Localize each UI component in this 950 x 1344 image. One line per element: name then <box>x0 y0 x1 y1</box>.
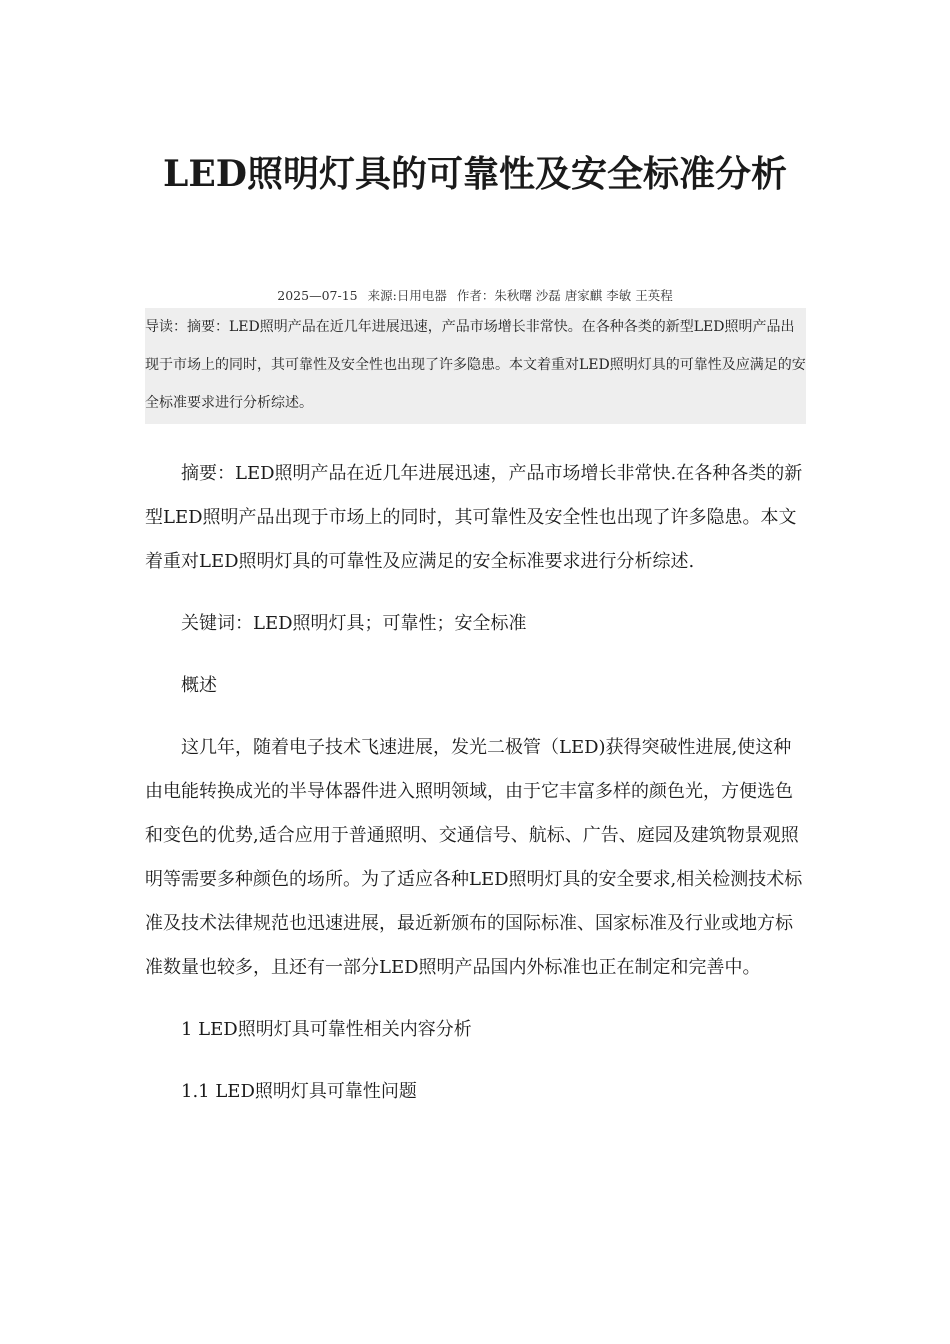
article-meta <box>145 287 805 305</box>
keywords-paragraph: 关键词：LED照明灯具；可靠性；安全标准 <box>181 613 527 634</box>
abstract-paragraph: 摘要：LED照明产品在近几年进展迅速，产品市场增长非常快.在各种各类的新型LED照明产品出现于市场上的同时，其可靠性及安全性也出现了许多隐患。本文着重对LED照明灯具的可靠性及应满足的安全标准要求进行分析综述. <box>145 463 803 572</box>
article-authors: 作者：朱秋曙 沙磊 唐家麒 李敏 王英程 <box>456 288 673 303</box>
overview-heading: 概述 <box>181 675 217 696</box>
lead-summary: 导读：摘要：LED照明产品在近几年进展迅速，产品市场增长非常快。在各种各类的新型LED照明产品出现于市场上的同时，其可靠性及安全性也出现了许多隐患。本文着重对LED照明灯具的可靠性及应满足的安全标准要求进行分析综述。 <box>145 308 806 424</box>
article-title: LED照明灯具的可靠性及安全标准分析 <box>163 153 787 195</box>
publish-date: 2025—07-15 <box>277 288 358 303</box>
subsection-heading: 1.1 LED照明灯具可靠性问题 <box>181 1081 417 1102</box>
section-heading: 1 LED照明灯具可靠性相关内容分析 <box>181 1019 472 1040</box>
overview-paragraph: 这几年，随着电子技术飞速进展，发光二极管（LED)获得突破性进展,使这种由电能转换成光的半导体器件进入照明领域，由于它丰富多样的颜色光，方便选色和变色的优势,适合应用于普通照明、交通信号、航标、广告、庭园及建筑物景观照明等需要多种颜色的场所。为了适应各种LED照明灯具的安全要求,相关检测技术标准及技术法律规范也迅速进展，最近新颁布的国际标准、国家标准及行业或地方标准数量也较多，且还有一部分LED照明产品国内外标准也正在制定和完善中。 <box>145 737 803 978</box>
article-body <box>145 452 805 1114</box>
article-source: 来源:日用电器 <box>367 288 447 303</box>
